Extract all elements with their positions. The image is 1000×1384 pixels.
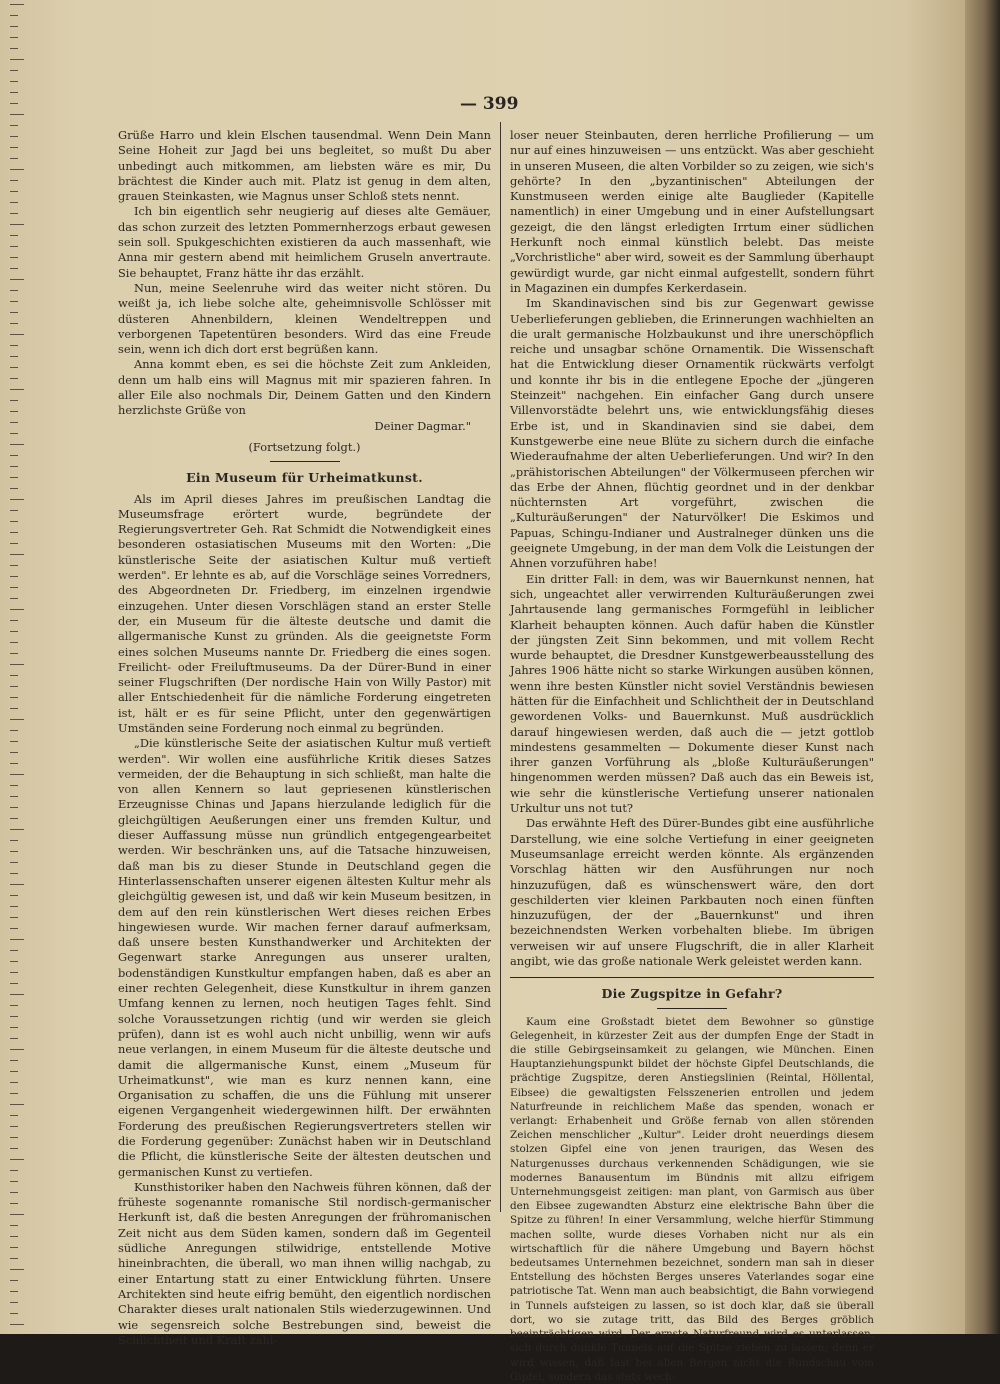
ruler-tick: [10, 873, 18, 874]
ruler-tick: [10, 1082, 18, 1083]
ruler-tick: [10, 598, 18, 599]
ruler-tick: [10, 895, 18, 896]
ruler-tick: [10, 1016, 18, 1017]
article-title: Ein Museum für Urheimatkunst.: [186, 470, 423, 486]
ruler-tick: [10, 1115, 18, 1116]
ruler-tick: [10, 1214, 24, 1215]
ruler-tick: [10, 114, 24, 115]
ruler-tick: [10, 488, 18, 489]
ruler-tick: [10, 477, 18, 478]
ruler-tick: [10, 1038, 18, 1039]
ruler-tick: [10, 1093, 18, 1094]
ruler-tick: [10, 246, 18, 247]
ruler-tick: [10, 15, 18, 16]
article-paragraph: Kunsthistoriker haben den Nachweis führen können, daß der früheste sogenannte romanische Stil nordisch-germanischer Herkunft ist, daß die besten Anregungen der frühromanischen Zeit nicht aus dem Süden kamen, sondern daß im Gegenteil südliche Anregungen stilwidrige, entstellende Motive hineinbrachten, die überall, wo man ihnen willig nachgab, zu einer Entartung statt zu einer Entwicklung führten. Unsere Architekten sind heute eifrig bemüht, den eigentlich nordischen Charakter dieses uralt nationalen Stils wiederzugewinnen. Und wie segensreich solche Bestrebungen sind, beweist die Schlichtheit und Kraft zahl-: [118, 1179, 491, 1347]
ruler-tick: [10, 367, 18, 368]
ruler-tick: [10, 59, 24, 60]
ruler-tick: [10, 939, 24, 940]
ruler-tick: [10, 653, 18, 654]
title-underline: [657, 1008, 727, 1009]
letter-paragraph: Ich bin eigentlich sehr neugierig auf dieses alte Gemäuer, das schon zurzeit des letzten Pommernherzogs erbaut gewesen sein soll. Spukgeschichten existieren da auch massenhaft, wie Anna mir gestern abend mit heimlichem Gruseln anvertraute. Sie behauptet, Franz hätte ihr das erzählt.: [118, 204, 491, 280]
ruler-tick: [10, 532, 18, 533]
ruler-tick: [10, 422, 18, 423]
ruler-tick: [10, 763, 18, 764]
ruler-tick: [10, 1071, 18, 1072]
ruler-tick: [10, 851, 18, 852]
article-paragraph: Das erwähnte Heft des Dürer-Bundes gibt eine ausführliche Darstellung, wie eine solche Vertiefung in einer geeigneten Museumsanlage erreicht werden könnte. Als ergänzenden Vorschlag hätten wir den Ausführungen nur noch hinzuzufügen, daß es wünschenswert wäre, den dort geschilderten vier kleinen Parkbauten noch einen fünften hinzuzufügen, der der „Bauernkunst" und ihren bezeichnendsten Werken vorbehalten bliebe. Im übrigen verweisen wir auf unsere Flugschrift, die in aller Klarheit angibt, wie das große nationale Werk geleistet werden kann.: [510, 816, 874, 969]
ruler-tick: [10, 1137, 18, 1138]
ruler-tick: [10, 631, 18, 632]
ruler-tick: [10, 1005, 18, 1006]
ruler-tick: [10, 301, 18, 302]
separator-rule: [270, 461, 340, 462]
letter-paragraph: Grüße Harro und klein Elschen tausendmal. Wenn Dein Mann Seine Hoheit zur Jagd bei uns begleitet, so mußt Du aber unbedingt auch mitkommen, am liebsten wäre es mir, Du brächtest die Kinder auch mit. Platz ist genug in dem alten, grauen Steinkasten, wie Magnus unser Schloß stets nennt.: [118, 128, 491, 204]
ruler-tick: [10, 543, 18, 544]
ruler-tick: [10, 774, 24, 775]
ruler-tick: [10, 224, 24, 225]
ruler-tick: [10, 752, 18, 753]
page-edge: [965, 0, 1000, 1334]
ruler-tick: [10, 103, 18, 104]
ruler-tick: [10, 554, 24, 555]
ruler-tick: [10, 48, 18, 49]
ruler-tick: [10, 191, 18, 192]
ruler-tick: [10, 136, 18, 137]
ruler-tick: [10, 1126, 18, 1127]
ruler-tick: [10, 950, 18, 951]
ruler-tick: [10, 686, 18, 687]
article2-body: [510, 1015, 874, 1384]
ruler-tick: [10, 26, 18, 27]
ruler-tick: [10, 1203, 18, 1204]
column-divider: [500, 122, 501, 1212]
continuation-note: (Fortsetzung folgt.): [248, 439, 361, 454]
ruler-tick: [10, 1181, 18, 1182]
ruler-tick: [10, 730, 18, 731]
ruler-tick: [10, 620, 18, 621]
ruler-tick: [10, 983, 18, 984]
article-paragraph: Kaum eine Großstadt bietet dem Bewohner so günstige Gelegenheit, in kürzester Zeit aus der dumpfen Enge der Stadt in die stille Gebirgseinsamkeit zu gelangen, wie München. Einen Hauptanziehungspunkt bildet der höchste Gipfel Deutschlands, die prächtige Zugspitze, deren Anstiegslinien (Reintal, Höllental, Eibsee) die gewaltigsten Felsszenerien entrollen und jedem Naturfreunde in reichlichem Maße das spenden, wonach er verlangt: Erhabenheit und Größe fernab von allen störenden Zeichen menschlicher „Kultur". Leider droht neuerdings diesem stolzen Gipfel eine von jenen traurigen, das Wesen des Naturgenusses durchaus verkennenden Schädigungen, wie sie modernes Banausentum im Bündnis mit allzu eifrigem Unternehmungsgeist zeitigen: man plant, von Garmisch aus über den Eibsee zugewandten Absturz eine elektrische Bahn über die Spitze zu führen! In einer Versammlung, welche hierfür Stimmung machen sollte, wurde dieses Vorhaben nicht nur als ein wirtschaftlich für die nähere Umgebung und Bayern höchst bedeutsames Unternehmen bezeichnet, sondern man sah in dieser Entstellung des höchsten Berges unseres Vaterlandes sogar eine patriotische Tat. Wenn man auch beabsichtigt, die Bahn vorwiegend in Tunnels aufsteigen zu lassen, so ist doch klar, daß sie überall dort, wo sie zutage tritt, das Bild des Berges gröblich beeinträchtigen wird. Der ernste Naturfreund wird es unterlassen, sich durch dunkle Tunnels auf die Spitze ziehen zu lassen; denn er wird wissen, daß fast bei allen Bergen nicht die Rundschau vom Gipfel, sondern das stets wech-: [510, 1015, 874, 1383]
article-paragraph: loser neuer Steinbauten, deren herrliche Profilierung — um nur auf eines hinzuweisen — uns entzückt. Was aber geschieht in unseren Museen, die alten Vorbilder so zu zeigen, wie sich's gehörte? In den „byzantinischen" Abteilungen der Kunstmuseen werden einige alte Bauglieder (Kapitelle namentlich) in einer Umgebung und in einer Aufstellungsart gezeigt, die den längst erledigten Irrtum einer südlichen Herkunft noch einmal künstlich belebt. Das meiste „Vorchristliche" aber wird, soweit es der Sammlung überhaupt gewürdigt wurde, gar nicht einmal aufgestellt, sondern führt in Magazinen ein dumpfes Kerkerdasein.: [510, 128, 874, 295]
ruler-tick: [10, 818, 18, 819]
ruler-tick: [10, 1324, 24, 1325]
ruler-tick: [10, 312, 18, 313]
ruler-tick: [10, 961, 18, 962]
ruler-tick: [10, 521, 18, 522]
ruler-tick: [10, 1060, 18, 1061]
left-column: [118, 128, 491, 1348]
ruler-tick: [10, 829, 24, 830]
ruler-tick: [10, 697, 18, 698]
ruler-tick: [10, 884, 24, 885]
letter-paragraph: Nun, meine Seelenruhe wird das weiter nicht stören. Du weißt ja, ich liebe solche alte, geheimnisvolle Schlösser mit düsteren Ahnenbildern, kleinen Wendeltreppen und verborgenen Tapetentüren besonders. Wird das eine Freude sein, wenn ich dich dort erst begrüßen kann.: [118, 280, 491, 357]
ruler-tick: [10, 1027, 18, 1028]
ruler-tick: [10, 411, 18, 412]
margin-ruler: [10, 0, 34, 1334]
ruler-tick: [10, 1291, 18, 1292]
ruler-tick: [10, 917, 18, 918]
ruler-tick: [10, 1280, 18, 1281]
ruler-tick: [10, 433, 18, 434]
ruler-tick: [10, 125, 18, 126]
ruler-tick: [10, 1225, 18, 1226]
article-paragraph: Als im April dieses Jahres im preußischen Landtag die Museumsfrage erörtert wurde, begründete der Regierungsvertreter Geh. Rat Schmidt die Notwendigkeit eines besonderen ostasiatischen Museums mit den Worten: „Die künstlerische Seite der asiatischen Kultur muß vertieft werden". Er lehnte es ab, auf die Vorschläge seines Vorredners, des Abgeordneten Dr. Friedberg, im einzelnen irgendwie einzugehen. Unter diesen Vorschlägen stand an erster Stelle der, ein Museum für die älteste deutsche und damit die allgermanische Kunst zu gründen. Als die geeignetste Form eines solchen Museums nannte Dr. Friedberg die eines sogen. Freilicht- oder Freiluftmuseums. Da der Dürer-Bund in einer seiner Flugschriften (Der nordische Hain von Willy Pastor) mit aller Entschiedenheit für die nämliche Forderung eingetreten ist, hält er es für seine Pflicht, unter den gegenwärtigen Umständen seine Forderung noch einmal zu begründen.: [118, 491, 491, 735]
ruler-tick: [10, 708, 18, 709]
ruler-tick: [10, 1049, 24, 1050]
ruler-tick: [10, 719, 24, 720]
ruler-tick: [10, 972, 18, 973]
ruler-tick: [10, 92, 18, 93]
ruler-tick: [10, 257, 18, 258]
page-number: — 399: [460, 94, 519, 114]
ruler-tick: [10, 642, 18, 643]
ruler-tick: [10, 169, 24, 170]
ruler-tick: [10, 1148, 18, 1149]
right-column: [510, 128, 874, 1384]
ruler-tick: [10, 1236, 18, 1237]
letter-text: [118, 128, 491, 434]
ruler-tick: [10, 1104, 24, 1105]
ruler-tick: [10, 389, 24, 390]
ruler-tick: [10, 906, 18, 907]
ruler-tick: [10, 213, 18, 214]
ruler-tick: [10, 334, 24, 335]
ruler-tick: [10, 1192, 18, 1193]
ruler-tick: [10, 279, 24, 280]
ruler-tick: [10, 796, 18, 797]
ruler-tick: [10, 587, 18, 588]
ruler-tick: [10, 235, 18, 236]
ruler-tick: [10, 510, 18, 511]
letter-signature: Deiner Dagmar.": [374, 418, 471, 433]
ruler-tick: [10, 37, 18, 38]
ruler-tick: [10, 840, 18, 841]
ruler-tick: [10, 356, 18, 357]
ruler-tick: [10, 444, 24, 445]
ruler-tick: [10, 928, 18, 929]
separator-rule: [510, 977, 874, 978]
ruler-tick: [10, 147, 18, 148]
ruler-tick: [10, 81, 18, 82]
ruler-tick: [10, 565, 18, 566]
ruler-tick: [10, 268, 18, 269]
article-paragraph: „Die künstlerische Seite der asiatischen Kultur muß vertieft werden". Wir wollen eine ausführliche Kritik dieses Satzes vermeiden, der die Behauptung in sich schließt, man halte die von allen Kennern so laut gepriesenen künstlerischen Erzeugnisse Chinas und Japans hierzulande lediglich für die gleichgültigen Aeußerungen einer uns fremden Kultur, und dieser Auffassung müsse nun gründlich entgegengearbeitet werden. Wir beschränken uns, auf die Tatsache hinzuweisen, daß man bis zu dieser Stunde in Deutschland gegen die Hinterlassenschaften unserer eigenen ältesten Kultur mehr als gleichgültig gewesen ist, und daß wir kein Museum besitzen, in dem auf den rein künstlerischen Wert dieses reichen Erbes hingewiesen wurde. Wir machen ferner darauf aufmerksam, daß unsere besten Kunsthandwerker und Architekten der Gegenwart starke Anregungen aus unserer uralten, bodenständigen Kunstkultur empfangen haben, daß es aber an einer rechten Gelegenheit, diese Kunstkultur in ihrem ganzen Umfang kennen zu lernen, noch heutigen Tages fehlt. Sind solche Voraussetzungen richtig (und wir werden sie gleich prüfen), dann ist es wohl auch nicht unbillig, wenn wir aufs neue verlangen, in einem Museum für die älteste deutsche und damit die allgermanische Kunst, einem „Museum für Urheimatkunst", wie man es kurz nennen kann, eine Organisation zu schaffen, die uns die Fühlung mit unserer eigenen Vergangenheit wiedergewinnen hilft. Der erwähnten Forderung des preußischen Regierungsvertreters stellen wir die Forderung gegenüber: Zunächst haben wir in Deutschland die Pflicht, die künstlerische Seite der ältesten deutschen und germanischen Kunst zu vertiefen.: [118, 736, 491, 1179]
ruler-tick: [10, 862, 18, 863]
ruler-tick: [10, 1247, 18, 1248]
ruler-tick: [10, 1170, 18, 1171]
ruler-tick: [10, 785, 18, 786]
ruler-tick: [10, 400, 18, 401]
ruler-tick: [10, 499, 24, 500]
article-paragraph: Im Skandinavischen sind bis zur Gegenwart gewisse Ueberlieferungen geblieben, die Erinnerungen wachhielten an die uralt germanische Holzbaukunst und ihre unerschöpflich reiche und unsagbar schöne Ornamentik. Die Wissenschaft hat die Entwicklung dieser Ornamentik rückwärts verfolgt und konnte ihr bis in die entlegene Epoche der „jüngeren Steinzeit" nachgehen. Ein einfacher Gang durch unsere Villenvorstädte belehrt uns, wie entwicklungsfähig dieses Erbe ist, und in Skandinavien sind sie dabei, dem Kunstgewerbe eine neue Blüte zu sichern durch die einfache Wiederaufnahme der alten Ueberlieferungen. Und wir? In den „prähistorischen Abteilungen" der Völkermuseen pferchen wir das Erbe der Ahnen, flüchtig geordnet und in der denkbar nüchternsten Art vorgeführt, zwischen die „Kulturäußerungen" der Naturvölker! Die Eskimos und Papuas, Schingu-Indianer und Australneger dünken uns die geeignete Umgebung, in der man dem Volk die Leistungen der Ahnen vorzuführen habe!: [510, 296, 874, 571]
ruler-tick: [10, 1302, 18, 1303]
letter-paragraph: Anna kommt eben, es sei die höchste Zeit zum Ankleiden, denn um halb eins will Magnus mit mir spazieren fahren. In aller Eile also nochmals Dir, Deinem Gatten und den Kindern herzlichste Grüße von: [118, 357, 491, 418]
ruler-tick: [10, 807, 18, 808]
ruler-tick: [10, 609, 24, 610]
ruler-tick: [10, 1313, 18, 1314]
ruler-tick: [10, 664, 24, 665]
ruler-tick: [10, 4, 24, 5]
ruler-tick: [10, 290, 18, 291]
ruler-tick: [10, 158, 18, 159]
ruler-tick: [10, 378, 18, 379]
ruler-tick: [10, 70, 18, 71]
article-title: Die Zugspitze in Gefahr?: [601, 986, 783, 1002]
ruler-tick: [10, 202, 18, 203]
ruler-tick: [10, 323, 18, 324]
ruler-tick: [10, 675, 18, 676]
ruler-tick: [10, 455, 18, 456]
ruler-tick: [10, 180, 18, 181]
ruler-tick: [10, 1269, 24, 1270]
ruler-tick: [10, 466, 18, 467]
ruler-tick: [10, 1258, 18, 1259]
article-paragraph: Ein dritter Fall: in dem, was wir Bauernkunst nennen, hat sich, ungeachtet aller verwirrenden Kulturäußerungen zwei Jahrtausende lang germanisches Formgefühl in leiblicher Klarheit behaupten können. Auch dafür haben die Künstler der jüngsten Zeit Sinn bekommen, und mit vollem Recht wurde behauptet, die Dresdner Kunstgewerbeausstellung des Jahres 1906 hätte nicht so starke Wirkungen ausüben können, wenn ihre besten Künstler nicht soviel Verständnis bewiesen hätten für die Einfachheit und Schlichtheit der in Deutschland gewordenen Volks- und Bauernkunst. Muß ausdrücklich darauf hingewiesen werden, daß auch die — jetzt gottlob mindestens gesammelten — Dokumente dieser Kunst nach ihrer ganzen Vorführung als „bloße Kulturäußerungen" hingenommen werden müssen? Daß auch das ein Beweis ist, wie sehr die künstlerische Vertiefung unserer nationalen Urkultur uns not tut?: [510, 571, 874, 816]
ruler-tick: [10, 345, 18, 346]
ruler-tick: [10, 1159, 24, 1160]
ruler-tick: [10, 741, 18, 742]
ruler-tick: [10, 576, 18, 577]
ruler-tick: [10, 994, 24, 995]
